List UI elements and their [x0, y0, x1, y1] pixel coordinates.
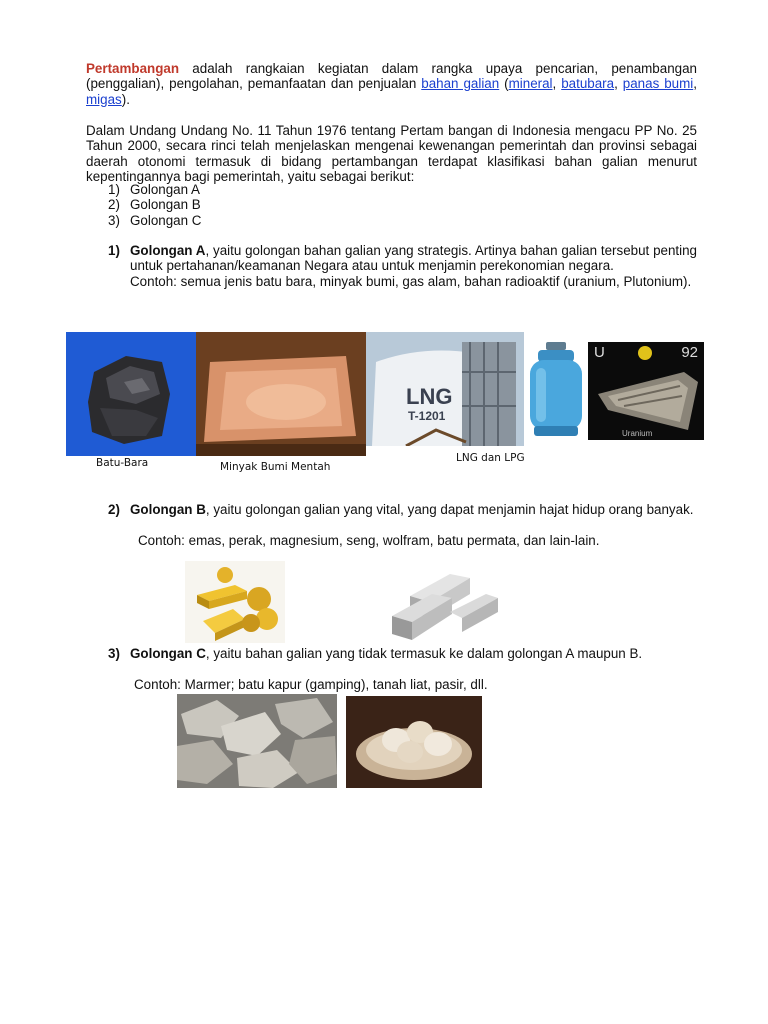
- crude-oil-image: [196, 332, 366, 456]
- link-bahan-galian[interactable]: bahan galian: [421, 76, 500, 92]
- uranium-name: Uranium: [622, 429, 653, 438]
- caption-minyak-bumi: Minyak Bumi Mentah: [220, 461, 331, 473]
- uranium-symbol: U: [594, 344, 605, 361]
- link-migas[interactable]: migas: [86, 91, 122, 107]
- intro-comma: ,: [552, 76, 562, 92]
- golongan-b-title: Golongan B: [130, 502, 206, 517]
- golongan-a-example: Contoh: semua jenis batu bara, minyak bumi, gas alam, bahan radioaktif (uranium, Plutonium).: [130, 273, 692, 289]
- list-number: 3): [108, 212, 120, 228]
- golongan-a-title: Golongan A: [130, 243, 206, 258]
- golongan-c-section: [108, 646, 697, 661]
- golongan-c-title: Golongan C: [130, 646, 206, 661]
- list-label: Golongan C: [130, 212, 202, 228]
- list-item: [108, 197, 201, 212]
- list-item: [108, 213, 201, 228]
- link-batubara[interactable]: batubara: [561, 76, 615, 92]
- intro-comma: ,: [693, 76, 697, 92]
- intro-text: adalah rangkaian kegiatan dalam rangka upaya pencarian, penambangan (penggalian), pengolahan, pemanfaatan dan penjualan: [86, 61, 697, 92]
- link-panas-bumi[interactable]: panas bumi: [622, 76, 694, 92]
- caption-batu-bara: Batu-Bara: [96, 457, 149, 469]
- lng-code: T-1201: [408, 409, 446, 423]
- item-number: 3): [108, 646, 120, 661]
- lpg-tank-image: [528, 340, 584, 438]
- uranium-image: [588, 342, 704, 440]
- law-paragraph: Dalam Undang Undang No. 11 Tahun 1976 tentang Pertam bangan di Indonesia mengacu PP No. 25 Tahun 2000, secara rinci telah menjelaskan mengenai kewenangan pemerintah dan provinsi sebagai daerah otonomi termasuk di bidang pertambangan terdapat klasifikasi bahan galian menurut kepentingannya bagi pemerintah, yaitu sebagai berikut:: [86, 123, 697, 184]
- coal-image: [66, 332, 196, 456]
- intro-paragraph: [86, 61, 697, 107]
- link-mineral[interactable]: mineral: [508, 76, 553, 92]
- list-number: 1): [108, 182, 120, 197]
- caption-lng-lpg: LNG dan LPG: [456, 452, 525, 464]
- limestone-image: [177, 694, 337, 788]
- intro-comma: ,: [614, 76, 623, 92]
- lng-label: LNG: [406, 384, 453, 409]
- classification-list: [108, 182, 201, 228]
- golongan-c-example: Contoh: Marmer; batu kapur (gamping), tanah liat, pasir, dll.: [134, 677, 488, 692]
- golongan-a-text: , yaitu golongan bahan galian yang strategis. Artinya bahan galian tersebut penting untuk pertahanan/keamanan Negara atau untuk menjamin perekonomian negara.: [130, 243, 698, 274]
- lng-tank-image: [366, 332, 524, 446]
- list-label: Golongan B: [130, 197, 201, 213]
- golongan-c-text: , yaitu bahan galian yang tidak termasuk ke dalam golongan A maupun B.: [205, 646, 643, 661]
- list-number: 2): [108, 197, 120, 213]
- gold-image: [185, 561, 285, 643]
- intro-close: ).: [121, 91, 130, 107]
- golongan-b-section: [108, 502, 697, 517]
- list-label: Golongan A: [130, 182, 200, 197]
- item-number: 2): [108, 502, 120, 517]
- term-pertambangan: Pertambangan: [86, 61, 180, 76]
- item-number: 1): [108, 243, 120, 258]
- marble-image: [346, 696, 482, 788]
- golongan-b-example: Contoh: emas, perak, magnesium, seng, wolfram, batu permata, dan lain-lain.: [138, 533, 600, 548]
- uranium-number: 92: [681, 344, 698, 361]
- silver-image: [390, 556, 500, 642]
- golongan-b-text: , yaitu golongan galian yang vital, yang dapat menjamin hajat hidup orang banyak.: [205, 502, 694, 517]
- golongan-a-section: [108, 243, 697, 289]
- list-item: [108, 182, 201, 197]
- intro-paren: (: [499, 76, 509, 92]
